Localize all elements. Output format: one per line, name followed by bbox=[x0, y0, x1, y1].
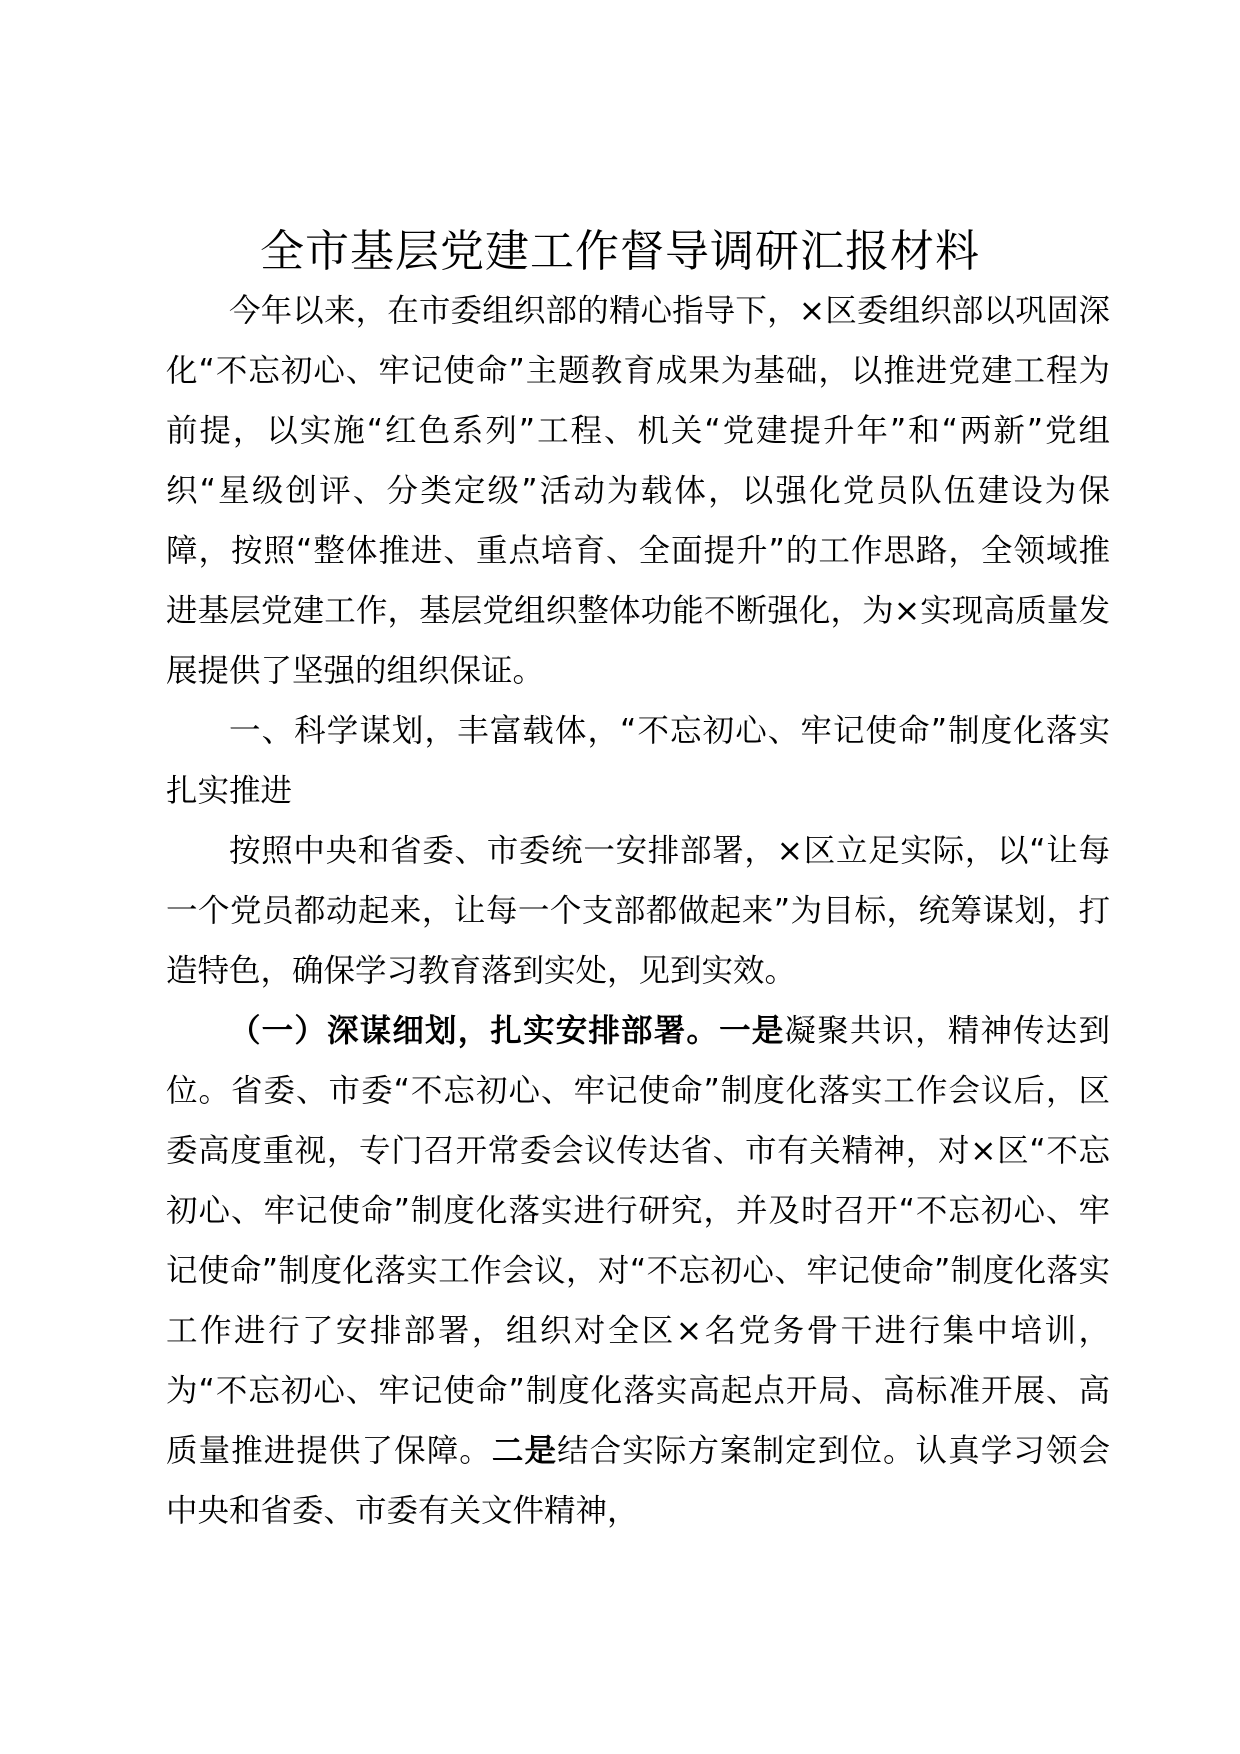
point-lead-two: 二是 bbox=[491, 1433, 558, 1469]
section-paragraph: 按照中央和省委、市委统一安排部署，×区立足实际，以“让每一个党员都动起来，让每一个支部都做起来”为目标，统筹谋划，打造特色，确保学习教育落到实处，见到实效。 bbox=[166, 833, 1110, 989]
section-heading: 一、科学谋划，丰富载体，“不忘初心、牢记使命”制度化落实扎实推进 bbox=[166, 713, 1110, 809]
intro-paragraph: 今年以来，在市委组织部的精心指导下，×区委组织部以巩固深化“不忘初心、牢记使命”主题教育成果为基础，以推进党建工程为前提，以实施“红色系列”工程、机关“党建提升年”和“两新”党组织“星级创评、分类定级”活动为载体，以强化党员队伍建设为保障，按照“整体推进、重点培育、全面提升”的工作思路，全领域推进基层党建工作，基层党组织整体功能不断强化，为×实现高质量发展提供了坚强的组织保证。 bbox=[166, 293, 1110, 689]
subsection-paragraph bbox=[166, 1001, 1110, 1541]
point-lead-one: 一是 bbox=[719, 1013, 785, 1049]
point-text-two: 结合实际方案制定到位。认真学习领会中央和省委、市委有关文件精神， bbox=[166, 1433, 1110, 1529]
point-text-one: 凝聚共识，精神传达到位。省委、市委“不忘初心、牢记使命”制度化落实工作会议后，区委高度重视，专门召开常委会议传达省、市有关精神，对×区“不忘初心、牢记使命”制度化落实进行研究，并及时召开“不忘初心、牢记使命”制度化落实工作会议，对“不忘初心、牢记使命”制度化落实工作进行了安排部署，组织对全区×名党务骨干进行集中培训，为“不忘初心、牢记使命”制度化落实高起点开局、高标准开展、高质量推进提供了保障。 bbox=[166, 1013, 1110, 1469]
subsection-heading: （一）深谋细划，扎实安排部署。 bbox=[229, 1013, 720, 1049]
document-title: 全市基层党建工作督导调研汇报材料 bbox=[260, 226, 980, 277]
document-body bbox=[166, 281, 1110, 1541]
